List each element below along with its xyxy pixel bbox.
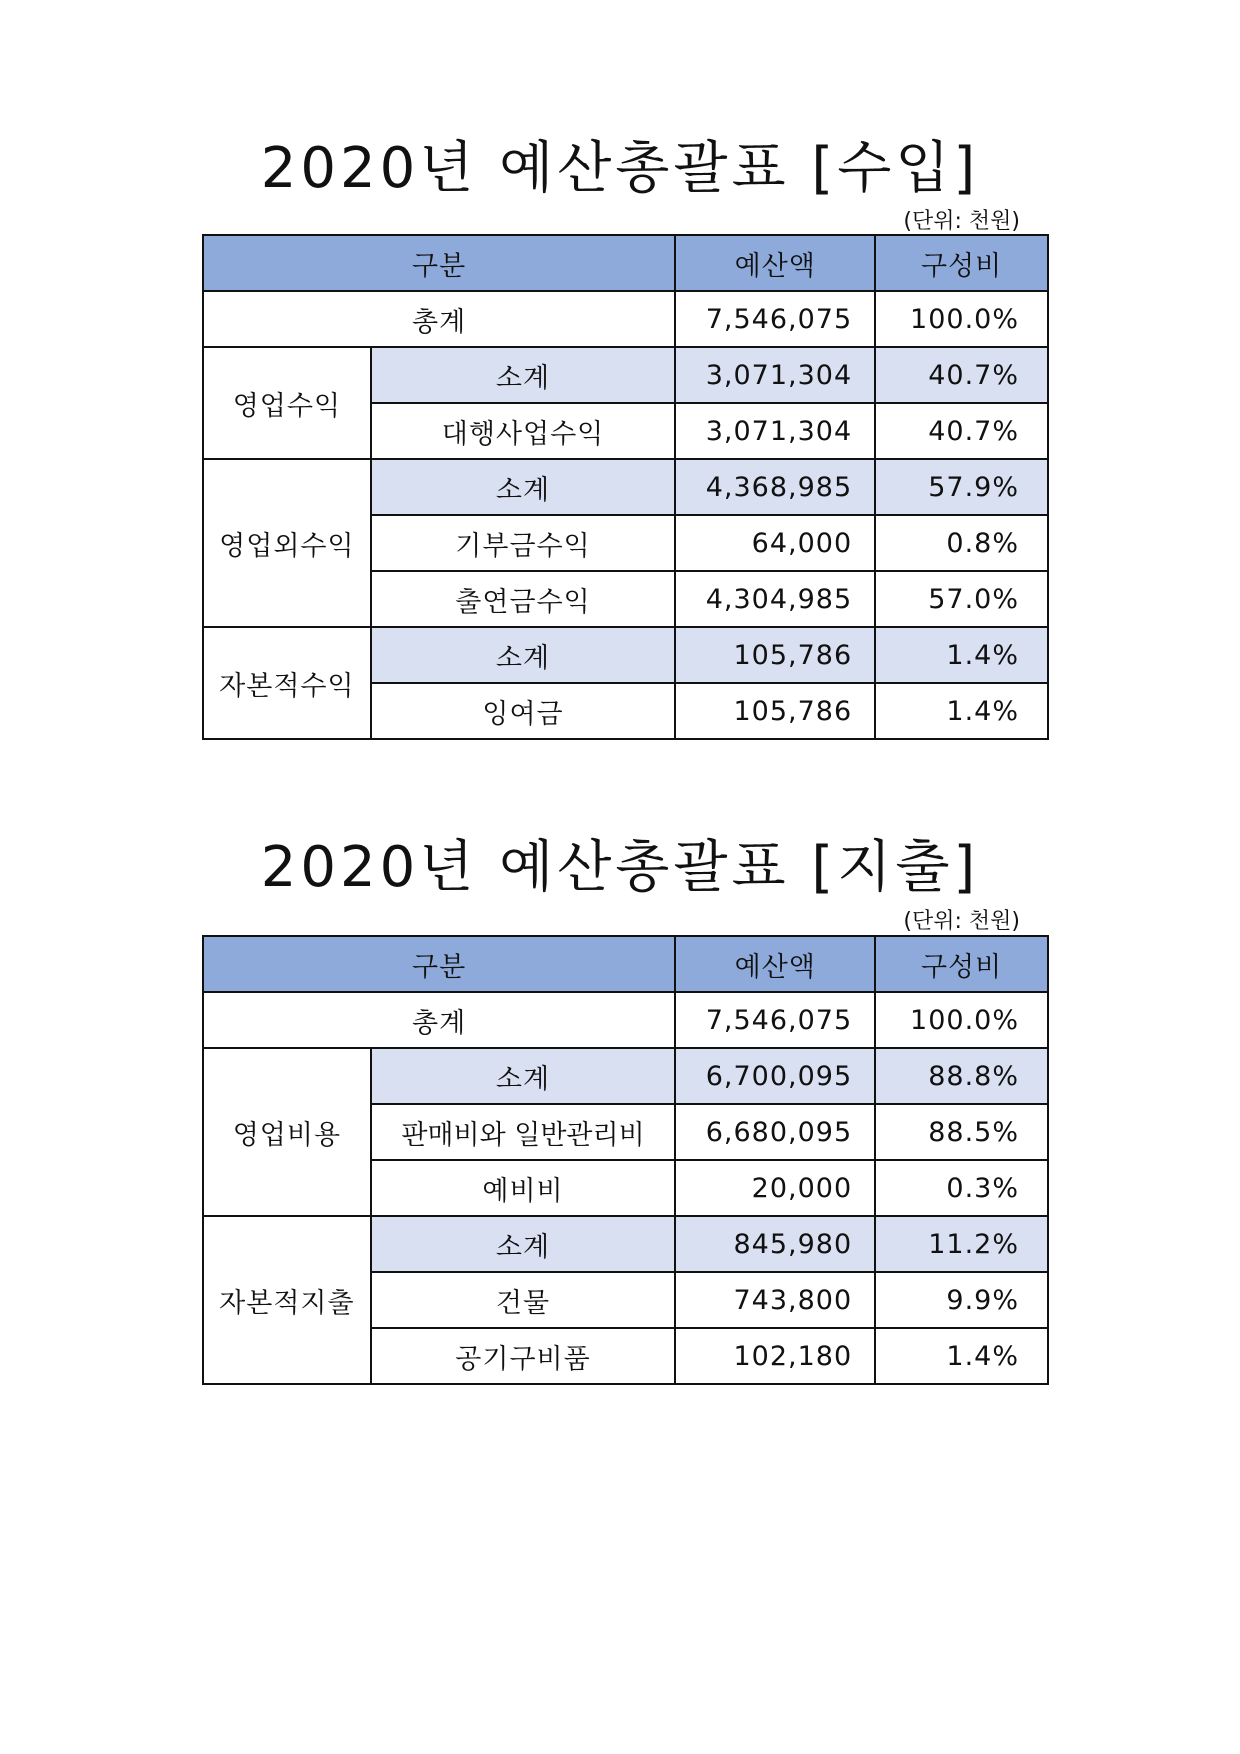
row-amount: 4,304,985	[675, 571, 875, 627]
header-amount: 예산액	[675, 936, 875, 992]
total-ratio: 100.0%	[875, 291, 1048, 347]
row-amount: 4,368,985	[675, 459, 875, 515]
header-ratio: 구성비	[875, 235, 1048, 291]
row-label: 출연금수익	[371, 571, 675, 627]
total-amount: 7,546,075	[675, 992, 875, 1048]
row-ratio: 0.3%	[875, 1160, 1048, 1216]
row-amount: 102,180	[675, 1328, 875, 1384]
row-ratio: 57.9%	[875, 459, 1048, 515]
row-label: 기부금수익	[371, 515, 675, 571]
total-row	[203, 992, 1048, 1048]
row-ratio: 57.0%	[875, 571, 1048, 627]
row-ratio: 40.7%	[875, 347, 1048, 403]
row-label: 소계	[371, 347, 675, 403]
total-label: 총계	[203, 291, 675, 347]
table-row	[203, 627, 1048, 683]
row-label: 소계	[371, 1048, 675, 1104]
table-row	[203, 1048, 1048, 1104]
group-label: 자본적수익	[203, 627, 371, 739]
header-category: 구분	[203, 936, 675, 992]
row-ratio: 1.4%	[875, 1328, 1048, 1384]
row-amount: 845,980	[675, 1216, 875, 1272]
income-table	[202, 234, 1049, 740]
total-row	[203, 291, 1048, 347]
header-category: 구분	[203, 235, 675, 291]
expense-table	[202, 935, 1049, 1385]
total-amount: 7,546,075	[675, 291, 875, 347]
row-amount: 105,786	[675, 683, 875, 739]
table-row	[203, 459, 1048, 515]
total-ratio: 100.0%	[875, 992, 1048, 1048]
row-label: 소계	[371, 1216, 675, 1272]
header-amount: 예산액	[675, 235, 875, 291]
group-label: 영업수익	[203, 347, 371, 459]
row-amount: 64,000	[675, 515, 875, 571]
row-amount: 105,786	[675, 627, 875, 683]
row-amount: 743,800	[675, 1272, 875, 1328]
row-label: 공기구비품	[371, 1328, 675, 1384]
table-row	[203, 347, 1048, 403]
row-amount: 6,680,095	[675, 1104, 875, 1160]
row-label: 대행사업수익	[371, 403, 675, 459]
row-ratio: 88.5%	[875, 1104, 1048, 1160]
row-ratio: 88.8%	[875, 1048, 1048, 1104]
expense-unit-note: (단위: 천원)	[903, 909, 1020, 934]
row-ratio: 40.7%	[875, 403, 1048, 459]
expense-title: 2020년 예산총괄표 [지출]	[260, 835, 980, 900]
row-label: 예비비	[371, 1160, 675, 1216]
row-ratio: 1.4%	[875, 683, 1048, 739]
total-label: 총계	[203, 992, 675, 1048]
table-header-row	[203, 936, 1048, 992]
income-unit-note: (단위: 천원)	[903, 209, 1020, 234]
row-ratio: 11.2%	[875, 1216, 1048, 1272]
row-amount: 3,071,304	[675, 347, 875, 403]
header-ratio: 구성비	[875, 936, 1048, 992]
group-label: 자본적지출	[203, 1216, 371, 1384]
row-ratio: 0.8%	[875, 515, 1048, 571]
table-row	[203, 1216, 1048, 1272]
row-label: 건물	[371, 1272, 675, 1328]
table-header-row	[203, 235, 1048, 291]
row-label: 소계	[371, 459, 675, 515]
row-label: 잉여금	[371, 683, 675, 739]
row-amount: 3,071,304	[675, 403, 875, 459]
row-amount: 20,000	[675, 1160, 875, 1216]
income-title: 2020년 예산총괄표 [수입]	[260, 136, 980, 201]
group-label: 영업외수익	[203, 459, 371, 627]
row-label: 소계	[371, 627, 675, 683]
group-label: 영업비용	[203, 1048, 371, 1216]
row-ratio: 9.9%	[875, 1272, 1048, 1328]
row-ratio: 1.4%	[875, 627, 1048, 683]
row-label: 판매비와 일반관리비	[371, 1104, 675, 1160]
row-amount: 6,700,095	[675, 1048, 875, 1104]
